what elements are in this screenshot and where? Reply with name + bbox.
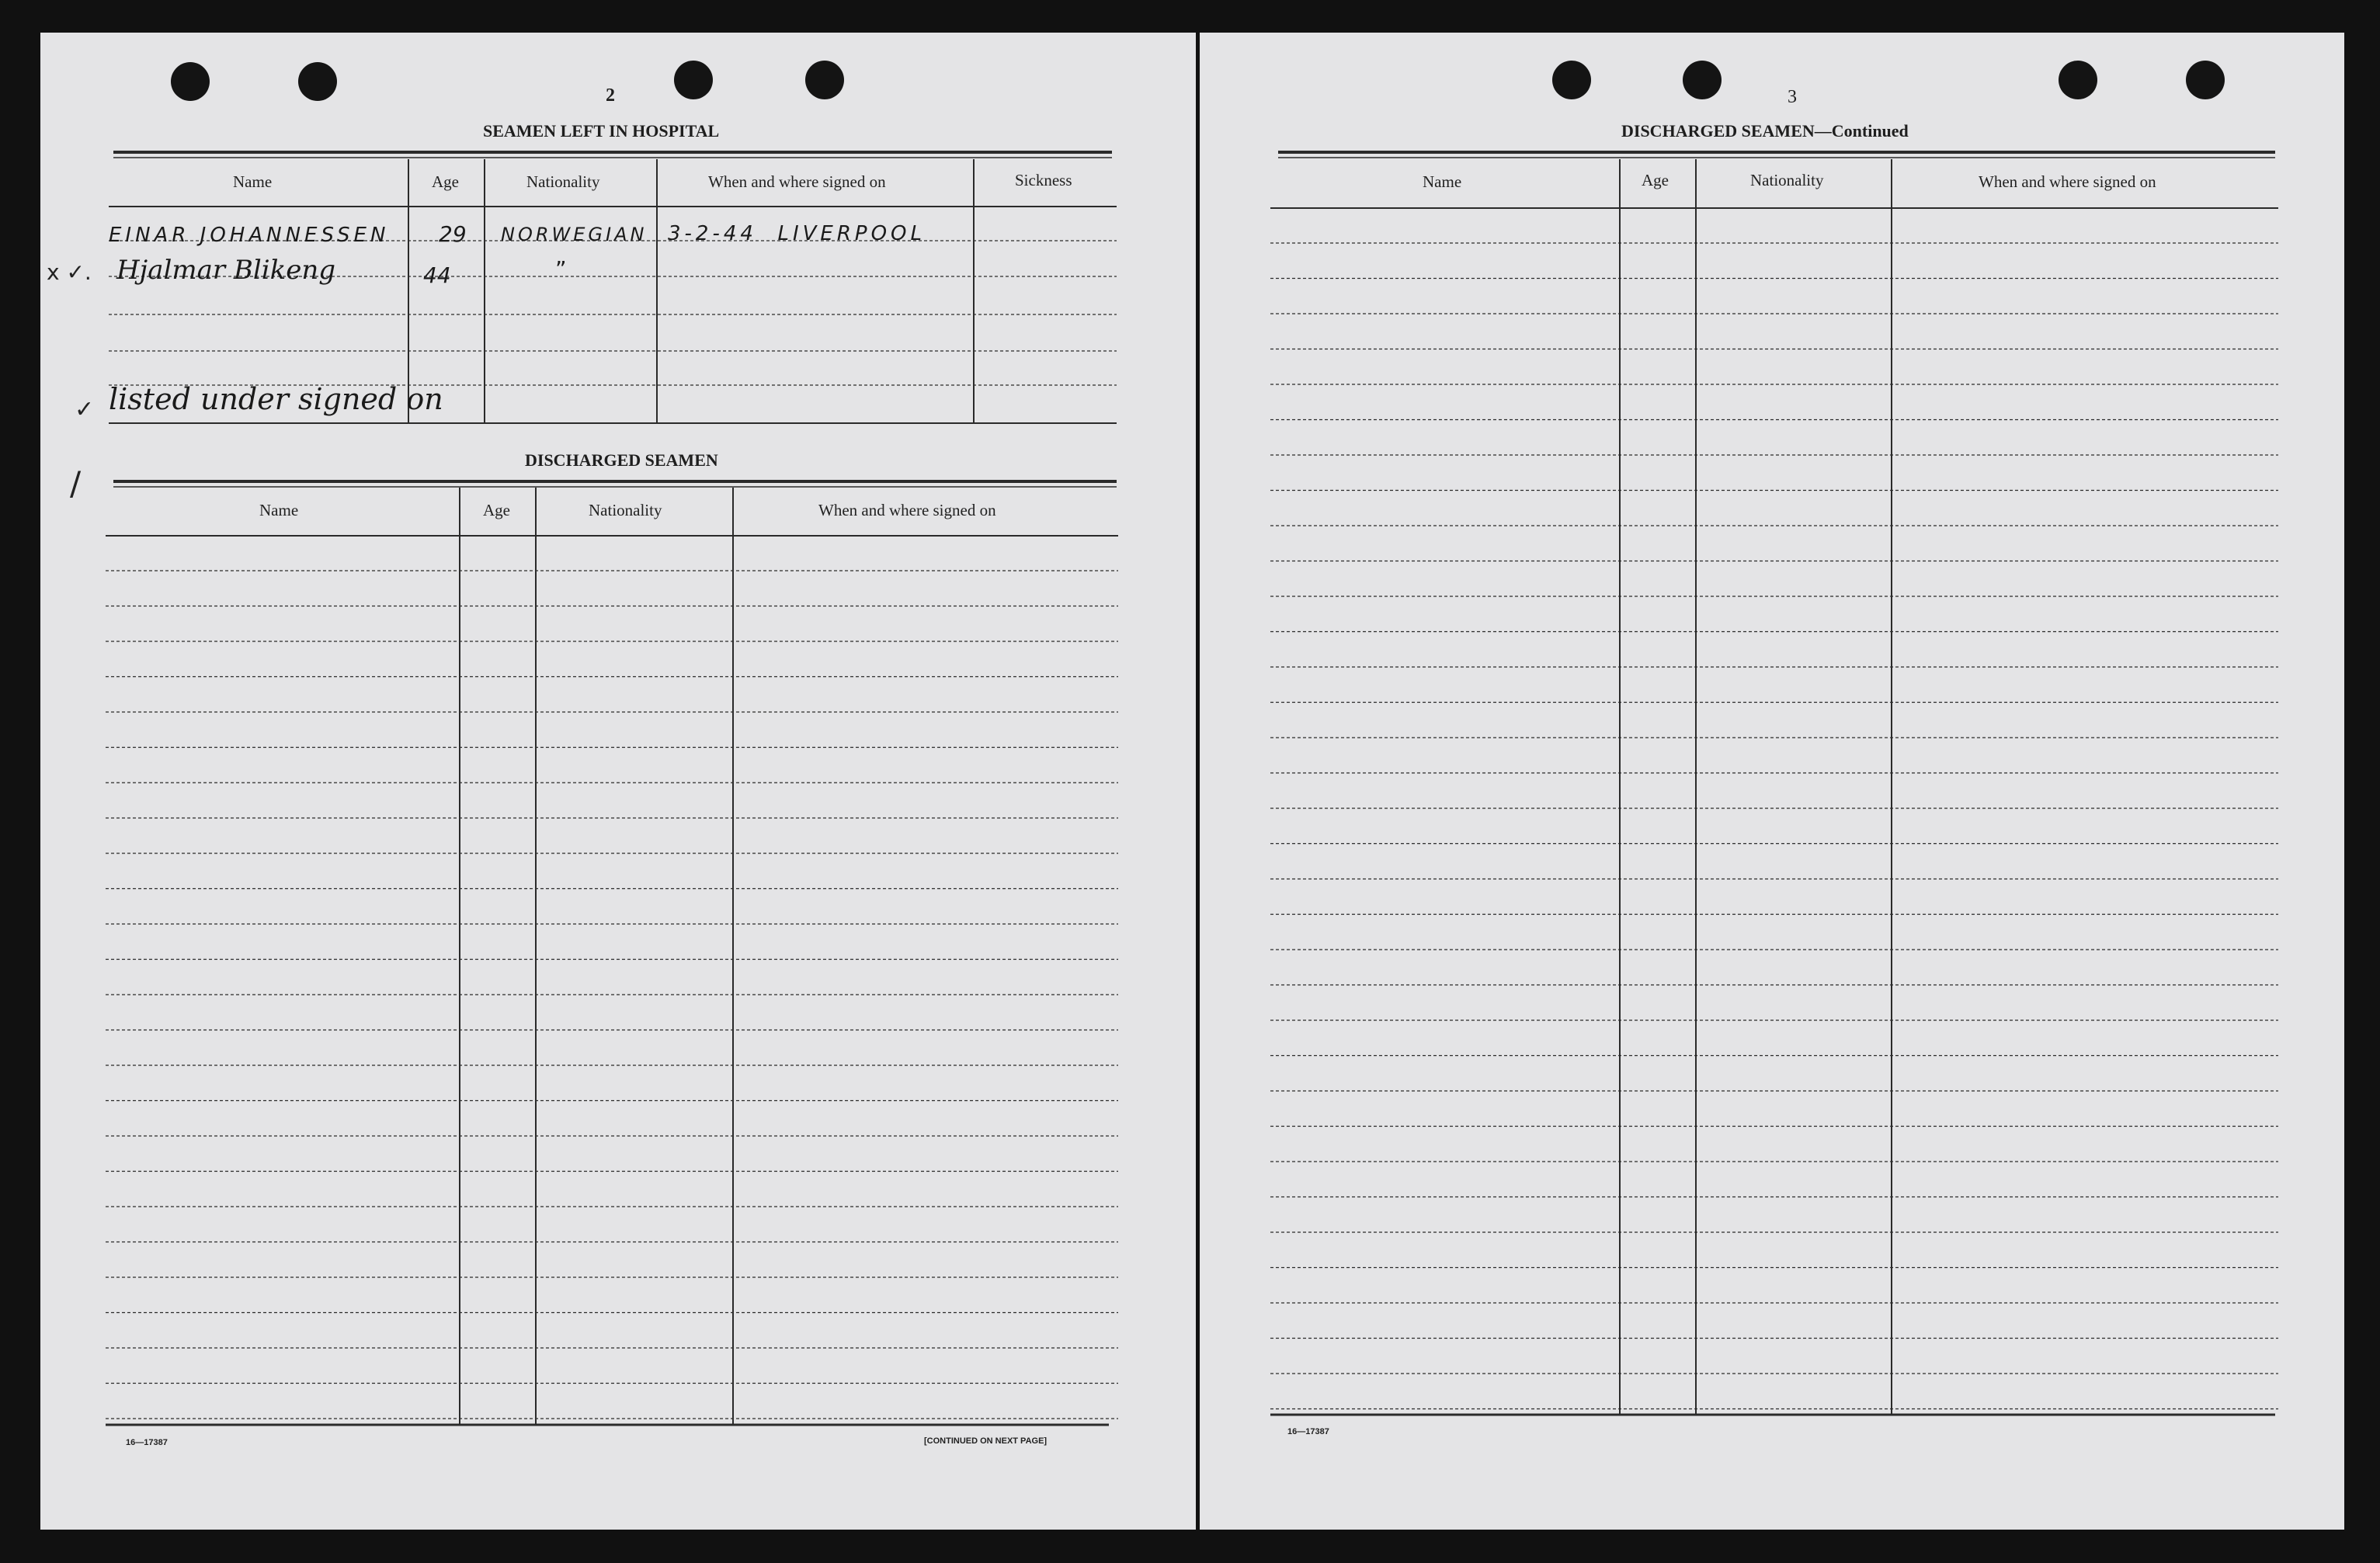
page-number: 2 <box>606 85 615 106</box>
col-header-age: Age <box>483 501 510 519</box>
seaman-age: 44 <box>423 262 451 288</box>
seaman-age: 29 <box>439 221 467 247</box>
seaman-name: EINAR JOHANNESSEN <box>109 224 390 247</box>
margin-mark: / <box>70 464 82 502</box>
col-header-name: Name <box>233 172 273 191</box>
col-header-nationality: Nationality <box>526 172 600 191</box>
margin-mark: x ✓. <box>47 259 92 285</box>
col-header-age: Age <box>432 172 459 191</box>
form-number: 16—17387 <box>1287 1427 1329 1436</box>
form-number: 16—17387 <box>126 1438 168 1447</box>
margin-mark: ✓ <box>75 396 95 423</box>
col-header-signed-on: When and where signed on <box>818 501 996 519</box>
col-header-nationality: Nationality <box>1750 171 1824 189</box>
col-header-name: Name <box>1423 172 1462 191</box>
col-header-signed-on: When and where signed on <box>708 172 886 191</box>
continued-note: [CONTINUED ON NEXT PAGE] <box>924 1436 1048 1446</box>
discharged-title: DISCHARGED SEAMEN <box>525 450 718 470</box>
discharged-continued-title: DISCHARGED SEAMEN—Continued <box>1621 121 1909 141</box>
seaman-name: Hjalmar Blikeng <box>116 255 336 286</box>
hospital-note: listed under signed on <box>109 382 443 416</box>
col-header-signed-on: When and where signed on <box>1979 172 2156 191</box>
col-header-nationality: Nationality <box>589 501 662 519</box>
col-header-age: Age <box>1642 171 1669 189</box>
seaman-nationality: ” <box>555 256 567 282</box>
col-header-name: Name <box>259 501 299 519</box>
col-header-sickness: Sickness <box>1015 171 1072 189</box>
seaman-signed-on: 3-2-44 LIVERPOOL <box>668 222 926 245</box>
hospital-title: SEAMEN LEFT IN HOSPITAL <box>483 121 720 141</box>
page-number: 3 <box>1788 87 1797 107</box>
seaman-nationality: NORWEGIAN <box>501 224 648 245</box>
